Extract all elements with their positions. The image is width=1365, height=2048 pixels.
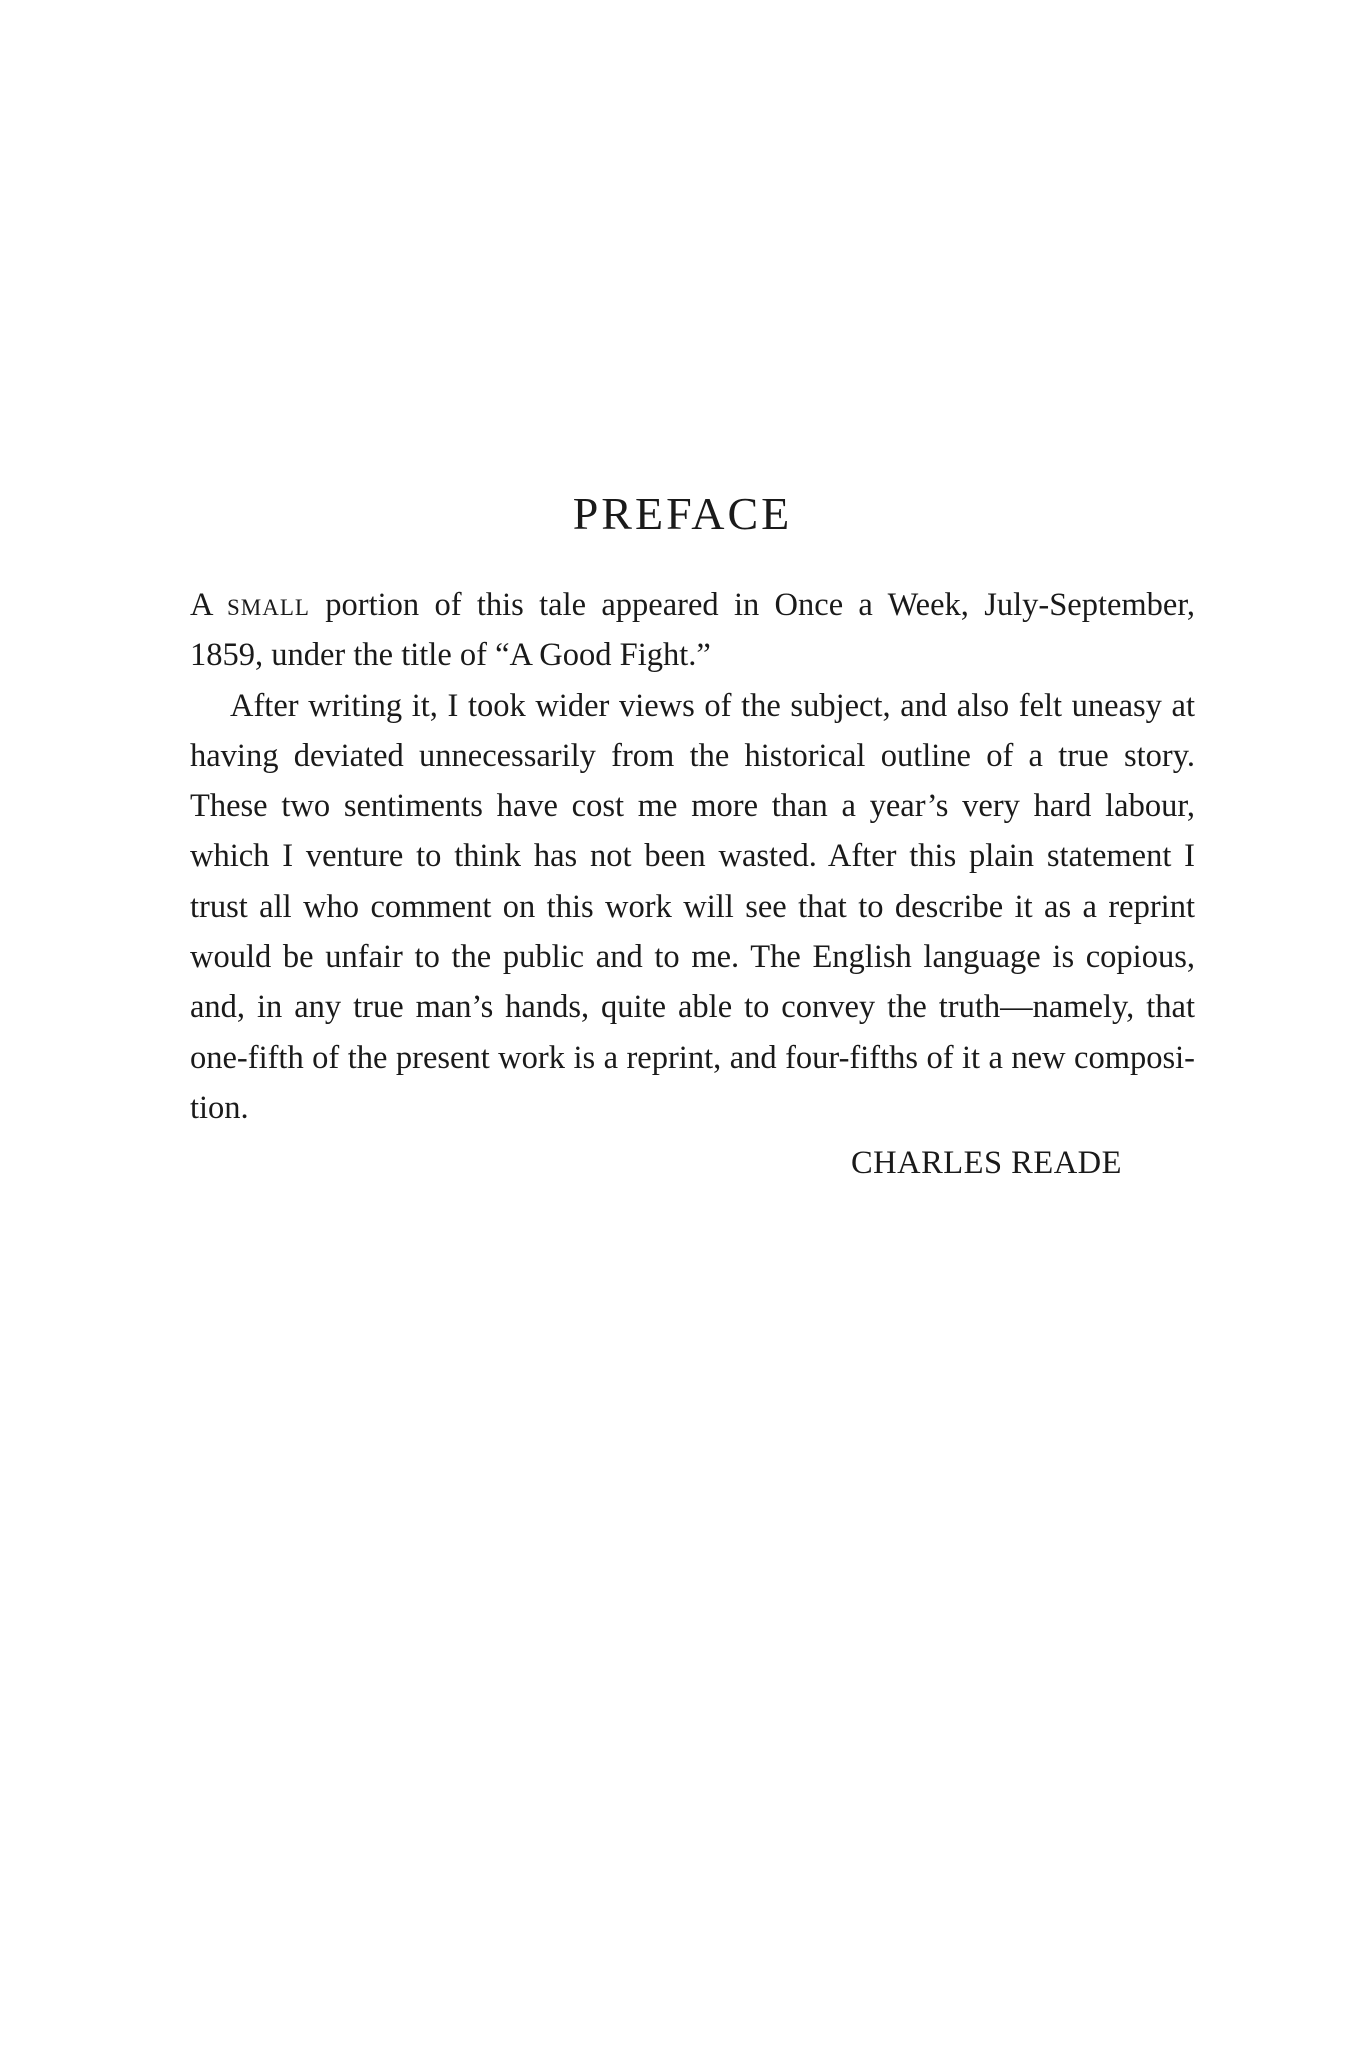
preface-body [190, 580, 1195, 1133]
author-signature: CHARLES READE [850, 1145, 1122, 1181]
page-title: PREFACE [572, 488, 793, 539]
preface-paragraph-2: After writing it, I took wider views of the subject, and also felt uneasy at having deviated unnecessarily from the historical outline of a true story. These two sentiments have cost me more than a year’s very hard labour, which I venture to think has not been wasted. After this plain statement I trust all who comment on this work will see that to describe it as a reprint would be unfair to the public and to me. The English language is copious, and, in any true man’s hands, quite able to convey the truth—namely, that one-fifth of the present work is a reprint, and four-fifths of it a new composition. [190, 687, 1195, 1126]
preface-paragraph-1 [190, 580, 1195, 681]
lead-small-caps: small [227, 587, 310, 623]
lead-word: A [190, 587, 212, 623]
paragraph-1-text: portion of this tale appeared in Once a Week, July-September, 1859, under the title of “A Good Fight.” [190, 587, 1196, 674]
